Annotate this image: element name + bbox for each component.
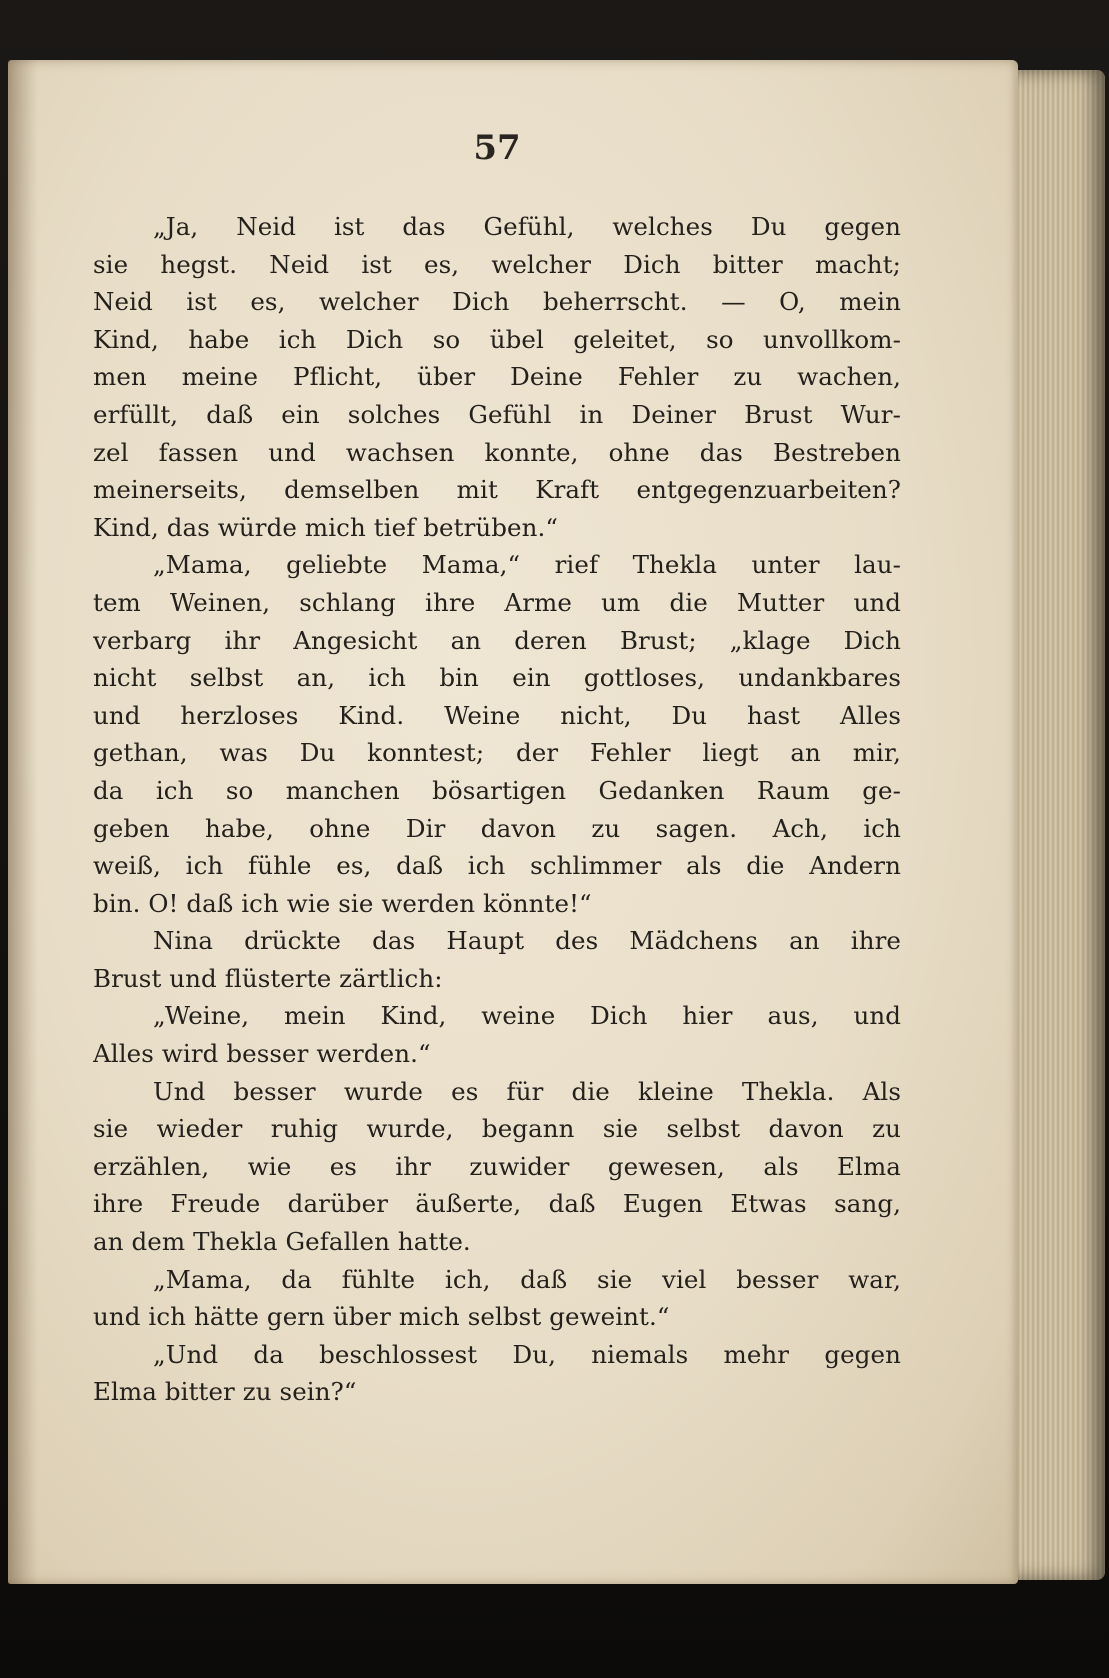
text-line: sie wieder ruhig wurde, begann sie selbst davon zu xyxy=(93,1114,901,1144)
text-line: weiß, ich fühle es, daß ich schlimmer als die Andern xyxy=(93,851,901,881)
text-line: Und besser wurde es für die kleine Thekla. Als xyxy=(153,1076,901,1106)
text-line: erzählen, wie es ihr zuwider gewesen, als Elma xyxy=(93,1151,901,1181)
text-line: Brust und flüsterte zärtlich: xyxy=(93,963,443,993)
text-line: Kind, das würde mich tief betrüben.“ xyxy=(93,512,559,542)
page-edges xyxy=(1010,70,1105,1580)
spine-shadow xyxy=(8,60,38,1584)
text-line: sie hegst. Neid ist es, welcher Dich bitter macht; xyxy=(93,249,901,279)
text-line: verbarg ihr Angesicht an deren Brust; „klage Dich xyxy=(93,625,901,655)
text-line: „Ja, Neid ist das Gefühl, welches Du gegen xyxy=(153,212,901,241)
text-line: da ich so manchen bösartigen Gedanken Raum ge- xyxy=(93,775,901,805)
text-line: erfüllt, daß ein solches Gefühl in Deiner Brust Wur- xyxy=(93,399,901,429)
text-line: und herzloses Kind. Weine nicht, Du hast Alles xyxy=(93,700,901,730)
text-line: „Weine, mein Kind, weine Dich hier aus, und xyxy=(153,1001,901,1031)
body-text xyxy=(93,208,901,1411)
text-line: meinerseits, demselben mit Kraft entgegenzuarbeiten? xyxy=(93,475,901,505)
text-line: zel fassen und wachsen konnte, ohne das Bestreben xyxy=(93,437,901,467)
page-number: 57 xyxy=(473,128,521,168)
text-line: Nina drückte das Haupt des Mädchens an ihre xyxy=(153,926,901,956)
text-line: Neid ist es, welcher Dich beherrscht. — O, mein xyxy=(93,287,901,317)
text-line: nicht selbst an, ich bin ein gottloses, undankbares xyxy=(93,663,901,693)
text-line: „Mama, da fühlte ich, daß sie viel besser war, xyxy=(153,1264,901,1294)
text-line: „Mama, geliebte Mama,“ rief Thekla unter lau- xyxy=(153,550,901,580)
text-line: ihre Freude darüber äußerte, daß Eugen Etwas sang, xyxy=(93,1189,901,1219)
text-line: tem Weinen, schlang ihre Arme um die Mutter und xyxy=(93,587,901,617)
text-line: an dem Thekla Gefallen hatte. xyxy=(93,1227,471,1257)
text-line: gethan, was Du konntest; der Fehler liegt an mir, xyxy=(93,738,901,768)
text-line: und ich hätte gern über mich selbst geweint.“ xyxy=(93,1302,670,1332)
text-line: Kind, habe ich Dich so übel geleitet, so unvollkom- xyxy=(93,324,901,354)
text-line: „Und da beschlossest Du, niemals mehr gegen xyxy=(153,1339,901,1369)
text-line: men meine Pflicht, über Deine Fehler zu wachen, xyxy=(93,362,901,392)
text-line: Alles wird besser werden.“ xyxy=(93,1039,431,1069)
text-line: Elma bitter zu sein?“ xyxy=(93,1377,357,1407)
text-line: geben habe, ohne Dir davon zu sagen. Ach, ich xyxy=(93,813,901,843)
text-line: bin. O! daß ich wie sie werden könnte!“ xyxy=(93,888,592,918)
